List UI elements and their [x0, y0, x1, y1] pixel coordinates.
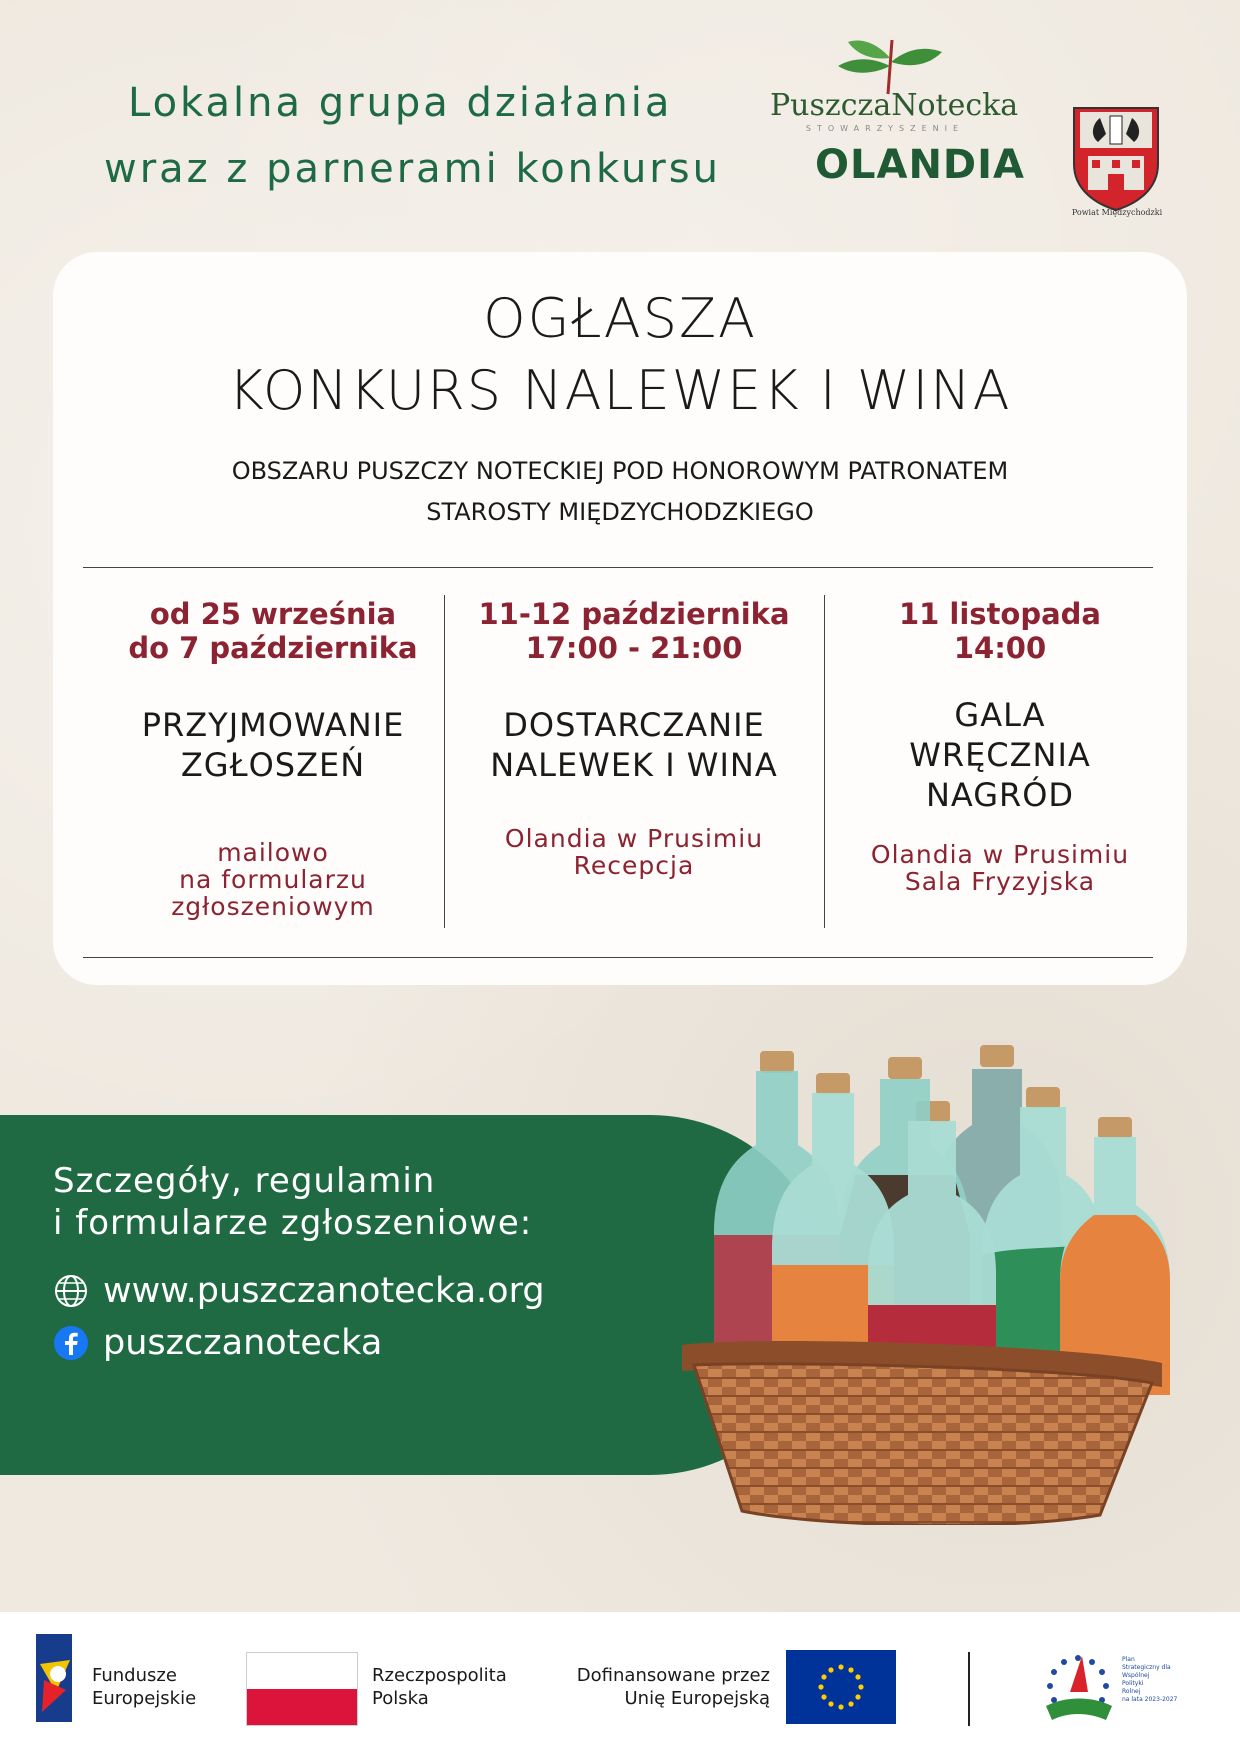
column-date — [103, 597, 443, 665]
date-line: 17:00 - 21:00 — [525, 631, 743, 665]
location-line: Recepcja — [573, 851, 695, 880]
puszcza-notecka-wordmark: PuszczaNotecka — [770, 88, 1019, 123]
website-link[interactable]: www.puszczanotecka.org — [103, 1271, 545, 1311]
column-divider-1 — [444, 595, 445, 928]
eu-funding-label — [562, 1664, 770, 1710]
action-line: NAGRÓD — [925, 776, 1075, 814]
location-line: Olandia w Prusimiu — [870, 840, 1130, 869]
announcement-card — [53, 252, 1187, 985]
title-line-2: KONKURS NALEWEK I WINA — [228, 359, 1012, 422]
action-line: PRZYJMOWANIE — [141, 706, 405, 744]
facebook-icon — [53, 1325, 89, 1361]
bottle-basket-illustration — [680, 1045, 1170, 1525]
schedule-column-submissions — [103, 597, 443, 920]
footer-line: Dofinansowane przez — [576, 1665, 770, 1686]
ps-wpr-label — [1122, 1656, 1177, 1704]
subtitle-line-2: STAROSTY MIĘDZYCHODZKIEGO — [426, 498, 814, 526]
location-line: na formularzu — [179, 865, 367, 894]
action-line: GALA — [954, 696, 1046, 734]
polish-flag-icon — [246, 1652, 358, 1726]
location-line: mailowo — [217, 838, 329, 867]
footer-line: Polityki — [1122, 1680, 1144, 1687]
globe-icon — [53, 1273, 89, 1309]
header-line-2: wraz z parnerami konkursu — [104, 146, 721, 192]
footer-line: Polska — [372, 1688, 429, 1709]
crest-caption: Powiat Międzychodzki — [1071, 208, 1163, 217]
location-line: zgłoszeniowym — [171, 892, 375, 921]
column-action — [103, 705, 443, 785]
footer-line: Wspólnej — [1122, 1672, 1150, 1679]
date-line: od 25 września — [149, 597, 397, 631]
column-action — [830, 695, 1170, 815]
fundusze-europejskie-logo-icon — [36, 1634, 72, 1722]
powiat-crest-icon — [1070, 104, 1162, 212]
footer-line: na lata 2023-2027 — [1122, 1696, 1178, 1703]
eu-flag-icon — [786, 1650, 896, 1724]
action-line: ZGŁOSZEŃ — [180, 746, 366, 784]
info-line-2: i formularze zgłoszeniowe: — [53, 1203, 533, 1243]
divider-bottom — [83, 957, 1153, 958]
fundusze-europejskie-label — [92, 1664, 196, 1710]
schedule-column-gala — [830, 597, 1170, 895]
footer-divider — [968, 1652, 970, 1726]
column-location — [830, 841, 1170, 895]
puszcza-notecka-logo — [770, 36, 1019, 146]
ps-wpr-logo-icon — [1036, 1646, 1120, 1730]
rzeczpospolita-label — [372, 1664, 507, 1710]
footer-line: Strategiczny dla — [1122, 1664, 1171, 1671]
column-date — [830, 597, 1170, 665]
schedule-column-delivery — [464, 597, 804, 879]
olandia-logo: OLANDIA — [815, 142, 1025, 188]
footer-line: Rolnej — [1122, 1688, 1141, 1695]
facebook-row[interactable] — [53, 1323, 382, 1363]
date-line: 11-12 października — [478, 597, 790, 631]
info-line-1: Szczegóły, regulamin — [53, 1161, 436, 1201]
facebook-link[interactable]: puszczanotecka — [103, 1323, 383, 1363]
footer-line: Fundusze — [92, 1665, 177, 1686]
footer-line: Europejskie — [92, 1688, 197, 1709]
action-line: WRĘCZNIA — [909, 736, 1091, 774]
location-line: Sala Fryzyjska — [904, 867, 1096, 896]
column-location — [103, 839, 443, 920]
date-line: 11 listopada — [898, 597, 1102, 631]
date-line: 14:00 — [953, 631, 1047, 665]
column-date — [464, 597, 804, 665]
puszcza-notecka-subtitle: STOWARZYSZENIE — [805, 124, 965, 133]
divider-top — [83, 567, 1153, 568]
date-line: do 7 października — [128, 631, 418, 665]
footer-line: Unię Europejską — [624, 1688, 770, 1709]
action-line: NALEWEK I WINA — [490, 746, 778, 784]
title-line-1: OGŁASZA — [483, 287, 757, 350]
footer-line: Plan — [1122, 1656, 1135, 1663]
column-action — [464, 705, 804, 785]
funding-footer — [0, 1612, 1240, 1755]
header-line-1: Lokalna grupa działania — [128, 80, 673, 126]
location-line: Olandia w Prusimiu — [504, 824, 764, 853]
column-divider-2 — [824, 595, 825, 928]
column-location — [464, 825, 804, 879]
action-line: DOSTARCZANIE — [503, 706, 765, 744]
subtitle-line-1: OBSZARU PUSZCZY NOTECKIEJ POD HONOROWYM PATRONATEM — [231, 457, 1009, 485]
website-row[interactable] — [53, 1271, 545, 1311]
leaf-sprig-icon — [830, 36, 950, 96]
footer-line: Rzeczpospolita — [372, 1665, 507, 1686]
